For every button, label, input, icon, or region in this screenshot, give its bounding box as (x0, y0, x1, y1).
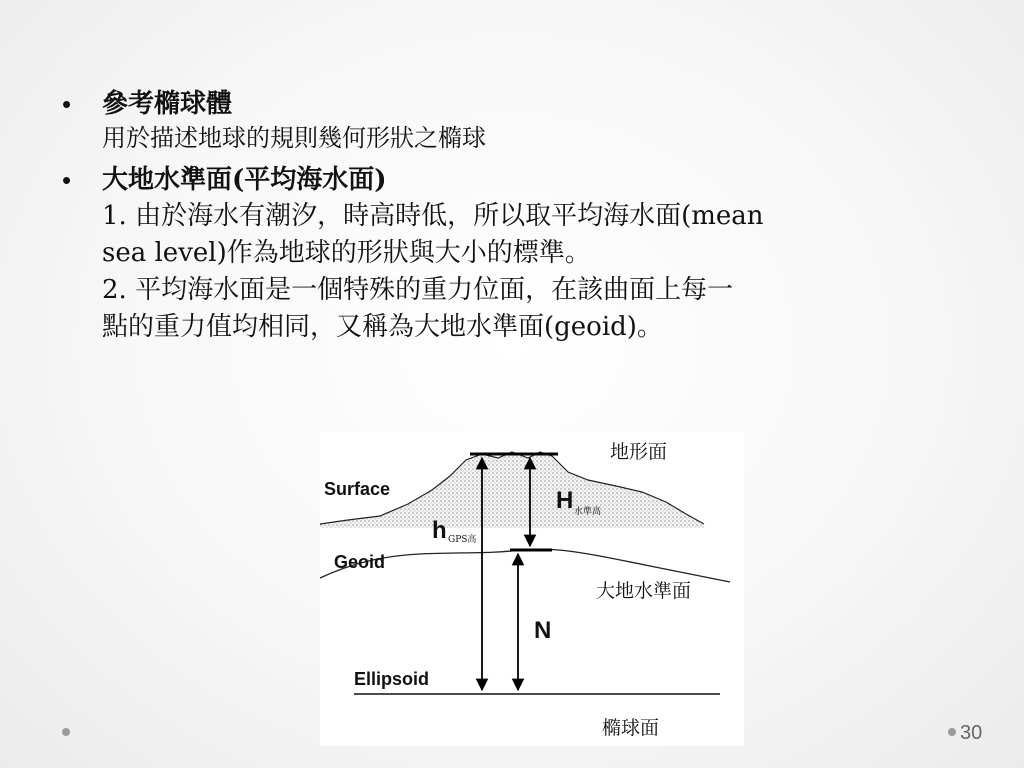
bullet-line: 用於描述地球的規則幾何形狀之橢球 (102, 124, 486, 152)
slide-number: 30 (960, 722, 983, 744)
geoid-cn-label: 大地水準面 (596, 580, 692, 602)
bullet-line: 點的重力值均相同，又稱為大地水準面(geoid)。 (102, 312, 663, 342)
h-subscript: GPS高 (448, 535, 477, 545)
bullet-reference-ellipsoid (62, 86, 962, 154)
ellipsoid-cn-label: 橢球面 (602, 717, 660, 739)
H-subscript: 水準高 (574, 507, 602, 517)
bullet-title: 大地水準面(平均海水面) (102, 165, 387, 195)
N-label: N (534, 617, 552, 644)
corner-dot-left (62, 728, 70, 736)
bullet-dot: • (62, 89, 72, 119)
height-diagram (320, 432, 744, 746)
bullet-line: sea level)作為地球的形狀與大小的標準。 (102, 238, 591, 268)
corner-dot-right (948, 728, 956, 736)
slide-content (62, 86, 962, 352)
bullet-line: 2. 平均海水面是一個特殊的重力位面，在該曲面上每一 (102, 275, 734, 305)
bullet-dot: • (62, 165, 72, 195)
h-label: h (432, 517, 447, 544)
bullet-line: 1. 由於海水有潮汐，時高時低，所以取平均海水面(mean (102, 201, 764, 231)
height-diagram-svg (320, 432, 744, 746)
H-label: H (556, 487, 574, 514)
surface-label: Surface (324, 479, 391, 499)
bullet-title: 參考橢球體 (102, 89, 233, 119)
geoid-label: Geoid (334, 552, 386, 572)
bullet-geoid (62, 162, 962, 346)
ellipsoid-label: Ellipsoid (354, 669, 430, 689)
terrain-label: 地形面 (610, 441, 668, 463)
